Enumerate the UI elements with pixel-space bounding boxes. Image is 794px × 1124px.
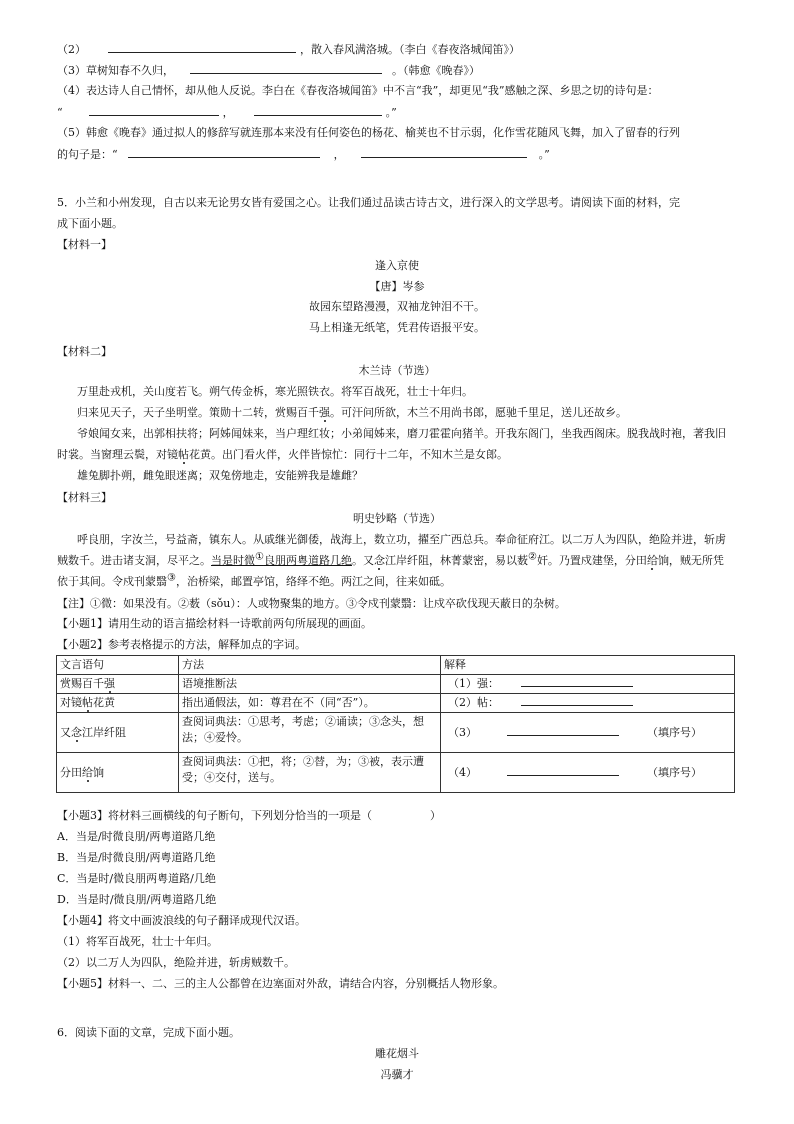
- table-row: [57, 675, 735, 694]
- option-d[interactable]: D．当是时/微良朋/两粤道路几绝: [57, 893, 217, 906]
- poem-title: 逢入京使: [375, 259, 419, 272]
- answer-blank[interactable]: [108, 41, 296, 53]
- material-3-label: 【材料三】: [57, 491, 112, 504]
- answer-blank[interactable]: [190, 62, 382, 74]
- sub-question-3: 【小题3】将材料三画横线的句子断句，下列划分恰当的一项是（ ）: [57, 809, 441, 822]
- option-c[interactable]: C．当是时/微良朋两粤道路/几绝: [57, 872, 216, 885]
- material-1-label: 【材料一】: [57, 238, 112, 251]
- paragraph: 归来见天子，天子坐明堂。策勋十二转，赏赐百千强。可汗问所欲，木兰不用尚书郎，愿驰千里足，送儿还故乡。: [77, 406, 627, 419]
- table-row: [57, 713, 735, 753]
- explanation-table: [56, 655, 735, 793]
- table-cell-answer: （3） （填序号）: [441, 713, 735, 753]
- answer-blank[interactable]: [521, 676, 633, 687]
- sub-question-4: 【小题4】将文中画波浪线的句子翻译成现代汉语。: [57, 914, 306, 927]
- table-row: [57, 694, 735, 713]
- q4-item-4-answer: “ ， 。”: [57, 106, 397, 119]
- q4-item-5-answer: 的句子是：“ ， 。”: [57, 148, 550, 161]
- q4-item-4: （4）表达诗人自己情怀，却从他人反说。李白在《春夜洛城闻笛》中不言“我”，却更见“我”感触之深、乡思之切的诗句是：: [57, 84, 659, 97]
- paragraph: 万里赴戎机，关山度若飞。朔气传金柝，寒光照铁衣。将军百战死，壮士十年归。: [77, 385, 473, 398]
- answer-blank[interactable]: [254, 104, 382, 116]
- table-cell-answer: （1）强：: [441, 675, 735, 694]
- answer-blank[interactable]: [89, 104, 219, 116]
- paragraph: 呼良朋，字汝兰，号益斋，镇东人。从戚继光御倭，战海上，数立功，擢至广西总兵。奉命征府江。以二万人为四队，绝险并进，斩虏: [77, 533, 726, 546]
- q6-intro: 6．阅读下面的文章，完成下面小题。: [57, 1026, 240, 1039]
- article-title: 雕花烟斗: [375, 1047, 419, 1060]
- table-header-row: [57, 656, 735, 675]
- answer-blank[interactable]: [507, 765, 619, 776]
- q4-item-2: （2） ，散入春风满洛城。（李白《春夜洛城闻笛》）: [57, 43, 520, 56]
- answer-blank[interactable]: [507, 725, 619, 736]
- material-2-label: 【材料二】: [57, 345, 112, 358]
- sub-question-4-item: （2）以二万人为四队，绝险并进，斩虏贼数千。: [57, 956, 295, 969]
- sub-question-1: 【小题1】请用生动的语言描绘材料一诗歌前两句所展现的画面。: [57, 617, 372, 630]
- poem-line: 马上相逢无纸笔，凭君传语报平安。: [309, 321, 485, 334]
- option-a[interactable]: A．当是/时微良朋/两粤道路几绝: [57, 830, 216, 843]
- table-cell-method: 语境推断法: [179, 675, 441, 694]
- paragraph: 爷娘闻女来，出郭相扶将；阿姊闻妹来，当户理红妆；小弟闻姊来，磨刀霍霍向猪羊。开我东阁门，坐我西阁床。脱我战时袍，著我旧: [77, 427, 726, 440]
- table-cell-sentence: 对镜帖花黄: [57, 694, 179, 713]
- answer-blank[interactable]: [521, 695, 633, 706]
- paragraph-cont: 依于其间。令戍刊蒙翳③，治桥梁，邮置亭馆，络绎不绝。两江之间，往来如砥。: [57, 572, 451, 588]
- table-cell-method: 查阅词典法：①把，将；②替，为；③被，表示遭受；④交付，送与。: [179, 753, 441, 793]
- table-cell-answer: （4） （填序号）: [441, 753, 735, 793]
- paragraph: 雄兔脚扑朔，雌兔眼迷离；双兔傍地走，安能辨我是雄雌？: [77, 469, 363, 482]
- poem-line: 故园东望路漫漫，双袖龙钟泪不干。: [309, 300, 485, 313]
- q4-item-5: （5）韩愈《晚春》通过拟人的修辞写就连那本来没有任何姿色的杨花、榆荚也不甘示弱，化作雪花随风飞舞，加入了留春的行列: [57, 126, 680, 139]
- table-cell-method: 指出通假法，如：尊君在不（同“否”）。: [179, 694, 441, 713]
- answer-blank[interactable]: [361, 146, 527, 158]
- table-header: 解释: [441, 656, 735, 675]
- table-cell-sentence: 分田给饷: [57, 753, 179, 793]
- table-cell-sentence: 赏赐百千强: [57, 675, 179, 694]
- q4-item-3: （3）草树知春不久归， 。（韩愈《晚春》）: [57, 64, 480, 77]
- paragraph-cont: 时裳。当窗理云鬓，对镜帖花黄。出门看火伴，火伴皆惊忙：同行十二年，不知木兰是女郎。: [57, 448, 508, 461]
- q5-intro: 5．小兰和小州发现，自古以来无论男女皆有爱国之心。让我们通过品读古诗古文，进行深入的文学思考。请阅读下面的材料，完: [57, 196, 680, 209]
- table-cell-method: 查阅词典法：①思考，考虑；②诵读；③念头，想法；④爱怜。: [179, 713, 441, 753]
- table-cell-sentence: 又念江岸纤阻: [57, 713, 179, 753]
- table-cell-answer: （2）帖：: [441, 694, 735, 713]
- passage-title: 明史钞略（节选）: [353, 512, 441, 525]
- passage-title: 木兰诗（节选）: [358, 364, 436, 377]
- paragraph-cont: 贼数千。进击诸支洞，尽平之。当是时微①良朋两粤道路几绝。又念江岸纤阻，林菁蒙密，易以薮②奸。乃置戍建堡，分田给饷，贼无所凭: [57, 551, 724, 567]
- table-header: 方法: [179, 656, 441, 675]
- option-b[interactable]: B．当是/时微良朋/两粤道路几绝: [57, 851, 216, 864]
- sub-question-5: 【小题5】材料一、二、三的主人公都曾在边塞面对外敌，请结合内容，分别概括人物形象。: [57, 977, 504, 990]
- sub-question-2: 【小题2】参考表格提示的方法，解释加点的字词。: [57, 638, 306, 651]
- footnote: 【注】①微：如果没有。②薮（sǒu）：人或物聚集的地方。③令戍刊蒙翳：让戍卒砍伐现天蔽日的杂树。: [57, 597, 566, 610]
- underlined-sentence: 当是时微①良朋两粤道路几绝: [211, 551, 352, 567]
- poem-author: 【唐】岑参: [369, 280, 425, 293]
- article-author: 冯骥才: [380, 1068, 414, 1081]
- answer-blank[interactable]: [128, 146, 320, 158]
- q5-intro-cont: 成下面小题。: [57, 217, 123, 230]
- table-row: [57, 753, 735, 793]
- sub-question-4-item: （1）将军百战死，壮士十年归。: [57, 935, 218, 948]
- table-header: 文言语句: [57, 656, 179, 675]
